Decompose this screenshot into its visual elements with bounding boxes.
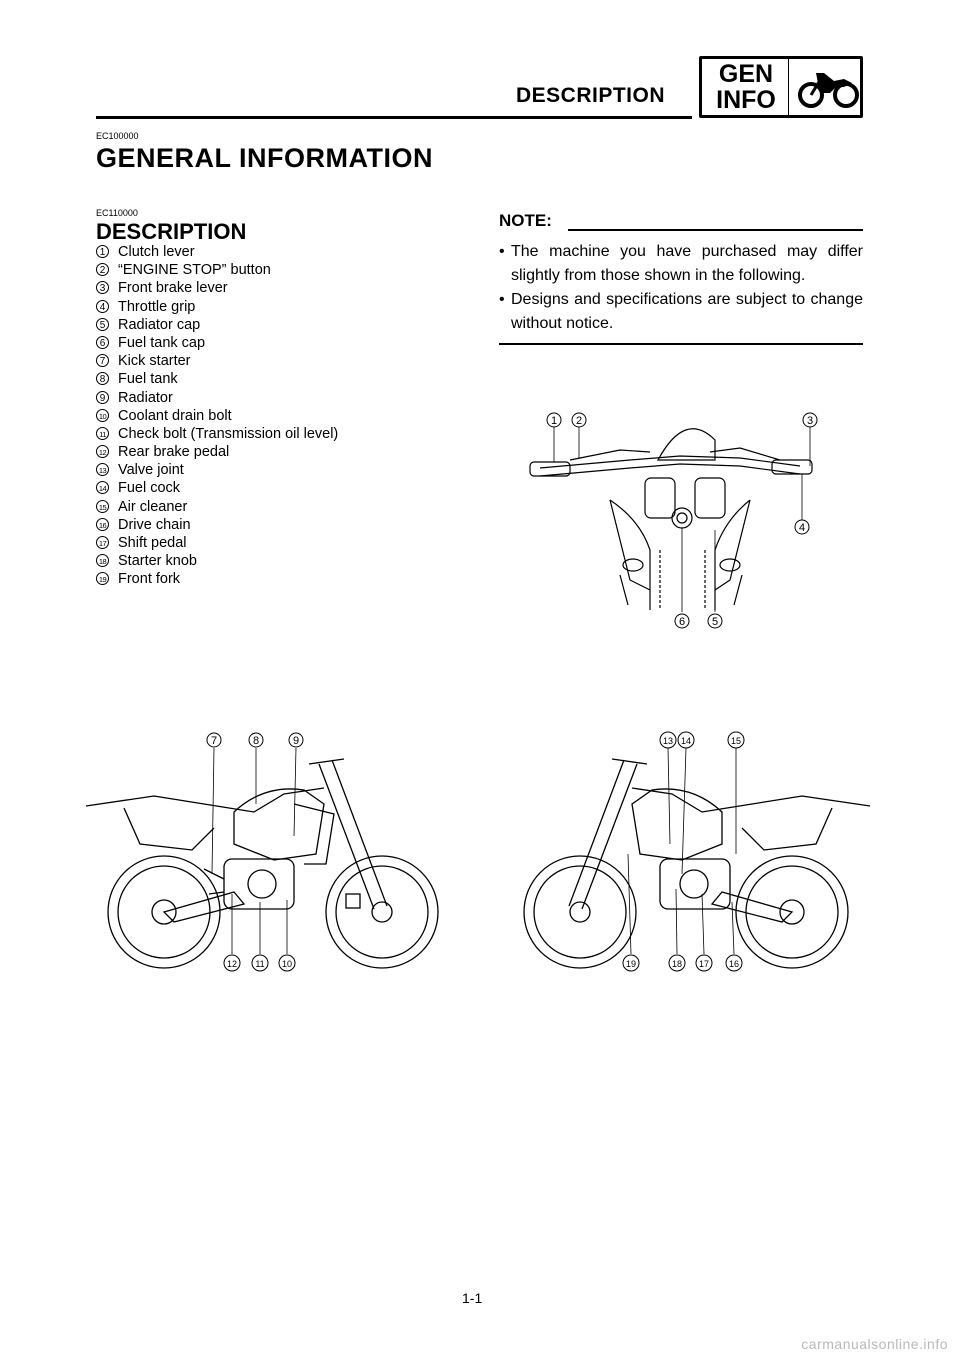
item-label: Air cleaner xyxy=(118,498,188,515)
right-side-illustration xyxy=(510,724,872,984)
callout-label: 17 xyxy=(698,959,710,969)
item-label: Drive chain xyxy=(118,516,191,533)
item-label: Front brake lever xyxy=(118,280,228,297)
item-label: Valve joint xyxy=(118,462,184,479)
note-rule-top xyxy=(568,229,863,231)
item-number: 2 xyxy=(96,263,109,276)
item-label: Radiator xyxy=(118,389,173,406)
callout-label: 3 xyxy=(806,415,814,427)
list-item xyxy=(96,552,338,570)
item-number: 10 xyxy=(96,409,109,422)
callout-label: 7 xyxy=(210,735,218,747)
item-label: Clutch lever xyxy=(118,244,195,260)
item-number: 12 xyxy=(96,445,109,458)
note-list xyxy=(499,240,863,336)
badge-divider xyxy=(788,59,789,115)
item-label: Starter knob xyxy=(118,553,197,570)
list-item xyxy=(96,316,338,334)
item-label: Fuel tank cap xyxy=(118,334,206,351)
item-label: Kick starter xyxy=(118,353,191,370)
callout-label: 1 xyxy=(550,415,558,427)
callout-label: 13 xyxy=(662,736,674,746)
item-label: “ENGINE STOP” button xyxy=(118,262,271,279)
item-label: Front fork xyxy=(118,571,181,588)
section-code: EC100000 xyxy=(96,131,139,141)
item-label: Shift pedal xyxy=(118,535,187,551)
list-item xyxy=(96,298,338,316)
list-item xyxy=(96,534,338,552)
item-number: 7 xyxy=(96,354,109,367)
watermark xyxy=(0,1334,960,1357)
item-number: 15 xyxy=(96,500,109,513)
list-item xyxy=(96,407,338,425)
item-label: Radiator cap xyxy=(118,316,201,333)
item-number: 4 xyxy=(96,300,109,313)
item-number: 19 xyxy=(96,572,109,585)
item-label: Fuel tank xyxy=(118,371,178,388)
item-number: 18 xyxy=(96,554,109,567)
item-number: 13 xyxy=(96,463,109,476)
callout-label: 19 xyxy=(625,959,637,969)
callout-label: 15 xyxy=(730,736,742,746)
header-rule xyxy=(96,116,692,119)
motorcycle-icon xyxy=(794,65,860,111)
page-number: 1-1 xyxy=(462,1290,483,1306)
callout-label: 2 xyxy=(575,415,583,427)
item-number: 8 xyxy=(96,372,109,385)
list-item xyxy=(96,461,338,479)
note-item: • Designs and specifications are subject to change without notice. xyxy=(499,288,863,336)
item-number: 9 xyxy=(96,391,109,404)
item-label: Coolant drain bolt xyxy=(118,407,232,424)
badge-line-2: INFO xyxy=(716,86,776,114)
item-label: Check bolt (Transmission oil level) xyxy=(118,425,339,442)
callout-label: 8 xyxy=(252,735,260,747)
list-item xyxy=(96,279,338,297)
handlebar-illustration xyxy=(510,400,840,640)
list-item xyxy=(96,370,338,388)
item-label: Rear brake pedal xyxy=(118,444,230,461)
item-number: 17 xyxy=(96,536,109,549)
note-item: • The machine you have purchased may differ slightly from those shown in the following. xyxy=(499,240,863,288)
list-item xyxy=(96,261,338,279)
item-number: 5 xyxy=(96,318,109,331)
list-item xyxy=(96,425,338,443)
list-item xyxy=(96,498,338,516)
callout-label: 14 xyxy=(680,736,692,746)
subsection-code: EC110000 xyxy=(96,208,138,218)
subsection-title: DESCRIPTION xyxy=(96,219,247,244)
watermark-text: carmanualsonline.info xyxy=(801,1336,948,1352)
callout-label: 12 xyxy=(226,959,238,969)
list-item xyxy=(96,352,338,370)
item-number: 6 xyxy=(96,336,109,349)
item-number: 11 xyxy=(96,427,109,440)
list-item xyxy=(96,570,338,588)
list-item xyxy=(96,334,338,352)
item-number: 3 xyxy=(96,281,109,294)
page-title: GENERAL INFORMATION xyxy=(96,143,433,173)
list-item xyxy=(96,243,338,261)
badge-line-1: GEN xyxy=(718,60,774,88)
left-side-illustration xyxy=(84,724,446,984)
list-item xyxy=(96,389,338,407)
note-label: NOTE: xyxy=(499,211,552,230)
callout-label: 10 xyxy=(281,959,293,969)
callout-label: 4 xyxy=(798,522,806,534)
section-badge xyxy=(699,56,863,118)
callout-label: 16 xyxy=(728,959,740,969)
callout-label: 5 xyxy=(711,616,719,628)
parts-list xyxy=(96,243,338,589)
item-label: Fuel cock xyxy=(118,480,181,497)
item-number: 1 xyxy=(96,245,109,258)
item-label: Throttle grip xyxy=(118,298,196,315)
callout-label: 11 xyxy=(255,959,265,969)
note-rule-bottom xyxy=(499,343,863,345)
callout-label: 18 xyxy=(671,959,683,969)
item-number: 16 xyxy=(96,518,109,531)
callout-label: 9 xyxy=(292,735,300,747)
list-item xyxy=(96,443,338,461)
list-item xyxy=(96,479,338,497)
section-title: DESCRIPTION xyxy=(516,84,666,107)
item-number: 14 xyxy=(96,481,109,494)
list-item xyxy=(96,516,338,534)
callout-label: 6 xyxy=(678,616,686,628)
